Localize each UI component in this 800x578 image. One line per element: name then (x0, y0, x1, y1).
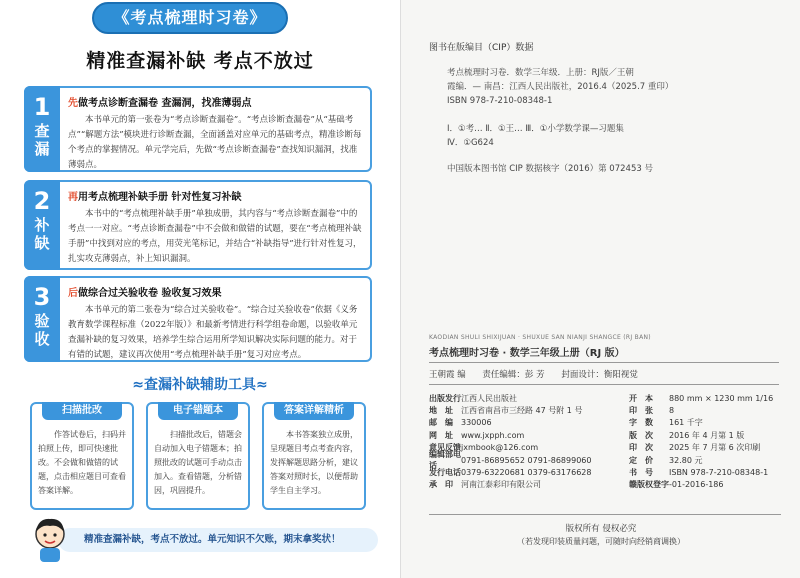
step-heading (68, 284, 364, 299)
step-number: 2 (33, 187, 51, 215)
pub-label: 邮 编 (429, 418, 453, 428)
pub-label: 开 本 (629, 393, 653, 403)
step-char: 查 (34, 122, 50, 140)
pub-label: 定 价 (629, 455, 653, 465)
step-head-first: 后 (68, 288, 78, 299)
step-char: 收 (34, 330, 50, 348)
step-card-1 (24, 86, 372, 172)
cip-block (447, 66, 767, 108)
step-head-text: 做考点诊断查漏卷 查漏洞，找准薄弱点 (78, 98, 252, 109)
step-body: 本书单元的第二张卷为“综合过关验收卷”。“综合过关验收卷”依据《义务教育数学课程标准（2022年版）》和最新考情进行科学组卷命题，以验收单元查漏补缺的复习效果，培养学生综合运用所学知识解决实际问题的能力。对于有错的试题，建议再次使用“考点梳理补缺手册”复习对应考点。 (68, 305, 358, 360)
pinyin-title: KAODIAN SHULI SHIXIJUAN · SHUXUE SAN NIANJI SHANGCE (RJ BAN) (429, 334, 651, 341)
page-title: 精准查漏补缺 考点不放过 (86, 50, 314, 72)
pub-label: 印 次 (629, 443, 653, 453)
tool-box-scan (30, 402, 134, 510)
pub-value: 161 千字 (669, 418, 703, 428)
cip-classification (447, 122, 624, 150)
pub-label: 地 址 (429, 406, 453, 416)
pub-value: 2016 年 4 月第 1 版 (669, 430, 745, 440)
pub-label: 网 址 (429, 430, 453, 440)
pub-value: 2025 年 7 月第 6 次印刷 (669, 443, 761, 453)
step-head-text: 做综合过关验收卷 验收复习效果 (78, 288, 222, 299)
pub-value: 8 (669, 406, 675, 416)
book-title: 考点梳理时习卷 · 数学三年级上册（RJ 版） (429, 348, 625, 359)
pub-value: ISBN 978-7-210-08348-1 (669, 468, 769, 478)
pub-value: 880 mm × 1230 mm 1/16 (669, 393, 774, 403)
pub-value: 江西人民出版社 (461, 393, 517, 403)
step-badge-1 (24, 86, 60, 172)
tool-text: 本书答案独立成册，呈现题目考点考查内容，发挥解题思路分析，建议答案对照时长，以便帮助学生自主学习。 (270, 430, 358, 495)
pub-label: 出版发行 (429, 393, 461, 403)
pub-label: 发行电话 (429, 468, 461, 478)
pub-label: 编辑部电话 (429, 450, 461, 471)
series-banner: 《考点梳理时习卷》 (92, 2, 288, 34)
divider (429, 362, 779, 363)
step-char: 缺 (34, 234, 50, 252)
pub-row (429, 466, 781, 478)
tool-text: 扫描批改后，错题会自动加入电子错题本；拍照批改的试题可手动点击加入。查看错题，分析错因，巩固提升。 (154, 430, 242, 495)
step-badge-3 (24, 276, 60, 362)
step-char: 验 (34, 312, 50, 330)
step-head-first: 先 (68, 98, 78, 109)
right-page (400, 0, 800, 578)
pub-value: 32.80 元 (669, 455, 703, 465)
cip-title: 图书在版编目（CIP）数据 (429, 43, 534, 53)
step-body: 本书中的“考点梳理补缺手册”单独成册，其内容与“考点诊断查漏卷”中的考点一一对应。“考点诊断查漏卷”中不会做和做错的试题，要在“考点梳理补缺手册”中找到对应的考点，用荧光笔标记，并结合“补缺指导”进行针对性复习，扎实攻克薄弱点，补上知识漏洞。 (68, 209, 362, 264)
footer-slogan: 精准查漏补缺，考点不放过。单元知识不欠账，期末拿奖状！ (58, 528, 378, 552)
step-head-text: 用考点梳理补缺手册 针对性复习补缺 (78, 192, 242, 203)
pub-row (429, 417, 781, 429)
cip-line: 霞编．— 南昌：江西人民出版社，2016.4（2025.7 重印） (447, 82, 674, 92)
pub-label: 意见反馈 (429, 443, 461, 453)
pub-value: 0379-63220681 0379-63176628 (461, 468, 592, 478)
tool-box-answers (262, 402, 366, 510)
pub-row (429, 442, 781, 454)
pub-value: 0791-86895652 0791-86899060 (461, 455, 592, 465)
pub-value: jxmbook@126.com (461, 443, 539, 453)
step-head-first: 再 (68, 192, 78, 203)
pub-label: 印 张 (629, 406, 653, 416)
step-number: 1 (33, 93, 51, 121)
credits (429, 368, 779, 380)
pub-label: 赣版权登字 (629, 480, 669, 490)
pub-label: 字 数 (629, 418, 653, 428)
cip-class-line: Ⅰ．①考… Ⅱ．①王… Ⅲ．①小学数学课—习题集 (447, 124, 624, 134)
tool-tab: 答案详解精析 (274, 402, 354, 420)
pub-row (429, 404, 781, 416)
credit-item: 王朝霞 编 (429, 370, 466, 380)
cip-class-line: Ⅳ．①G624 (447, 138, 494, 148)
copyright-notice: 版权所有 侵权必究 (565, 524, 637, 534)
pub-value: 江西省南昌市三经路 47 号附 1 号 (461, 406, 583, 416)
pub-label: 书 号 (629, 468, 653, 478)
divider (429, 384, 779, 385)
pub-row (429, 429, 781, 441)
tool-text: 作答试卷后，扫码并拍照上传，即可快速批改。不会做和做错的试题，点击相应题目可查看答案详解。 (38, 430, 126, 495)
step-heading (68, 188, 364, 203)
tool-box-error-book (146, 402, 250, 510)
step-char: 漏 (34, 140, 50, 158)
step-card-2 (24, 180, 372, 270)
pub-value: -01-2016-186 (669, 480, 724, 490)
step-char: 补 (34, 216, 50, 234)
pub-label: 版 次 (629, 430, 653, 440)
pub-row (429, 450, 781, 471)
tool-tab: 电子错题本 (158, 402, 238, 420)
pub-row (429, 479, 781, 491)
cip-line: 考点梳理时习卷．数学三年级．上册：RJ版／王朝 (447, 68, 634, 78)
pub-value: 河南江泰彩印有限公司 (461, 480, 541, 490)
pub-value: www.jxpph.com (461, 430, 525, 440)
step-body: 本书单元的第一张卷为“考点诊断查漏卷”。“考点诊断查漏卷”从“基础考点”“解题方法”模块进行诊断查漏，全面涵盖对应单元的基础考点，精准诊断每个考点的掌握情况。单元学完后，先做“考点诊断查漏卷”查找知识漏洞，找准薄弱点。 (68, 115, 362, 170)
divider (429, 514, 781, 515)
step-number: 3 (33, 283, 51, 311)
pub-row (429, 392, 781, 404)
credit-item: 责任编辑：彭 芳 (482, 370, 545, 380)
step-card-3 (24, 276, 372, 362)
quality-note: （若发现印装质量问题，可随时向经销商调换） (517, 537, 685, 546)
step-heading (68, 94, 364, 109)
step-badge-2 (24, 180, 60, 270)
tools-title: ≈查漏补缺辅助工具≈ (132, 377, 268, 393)
student-mascot-icon (30, 516, 70, 564)
pub-label: 承 印 (429, 480, 453, 490)
cip-line: ISBN 978-7-210-08348-1 (447, 96, 553, 106)
tool-tab: 扫描批改 (42, 402, 122, 420)
pub-value: 330006 (461, 418, 492, 428)
credit-item: 封面设计：衡阳视觉 (561, 370, 638, 380)
cip-number: 中国版本图书馆 CIP 数据核字（2016）第 072453 号 (447, 164, 653, 174)
publication-info-table (429, 392, 781, 491)
